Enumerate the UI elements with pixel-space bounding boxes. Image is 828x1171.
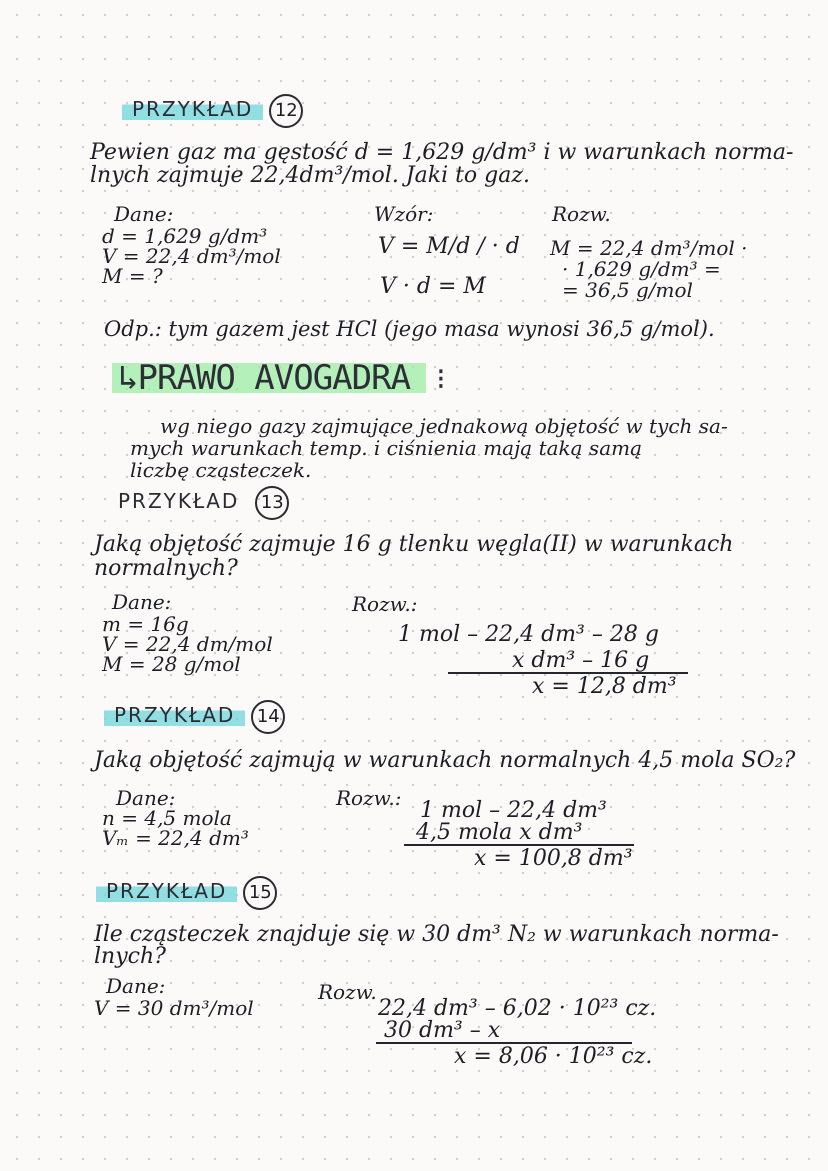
example-12-given-1: d = 1,629 g/dm³ [102,224,268,248]
example-13-given-2: V = 22,4 dm/mol [102,632,273,656]
example-number-badge: 15 [243,876,277,910]
example-12-solution-1: M = 22,4 dm³/mol · [550,236,748,260]
example-14-given-1: n = 4,5 mola [102,806,232,830]
example-12-heading [122,94,303,128]
heading-text: PRZYKŁAD [96,877,237,904]
arrow-icon: ↳ [118,358,138,398]
example-14-solution-label: Rozw.: [336,786,402,810]
law-title-text: PRAWO AVOGADRA [137,358,411,398]
example-13-solution-line-1: 1 mol – 22,4 dm³ – 28 g [398,622,659,647]
example-15-solution-line-1: 22,4 dm³ – 6,02 · 10²³ cz. [378,996,657,1021]
example-12-formula-label: Wzór: [374,202,434,226]
example-15-result: x = 8,06 · 10²³ cz. [454,1044,653,1069]
example-15-problem-line-1: Ile cząsteczek znajduje się w 30 dm³ N₂ w warunkach norma- [94,922,779,947]
law-text-line-2: mych warunkach temp. i ciśnienia mają taką samą [130,436,643,460]
example-13-given-3: M = 28 g/mol [102,652,241,676]
example-13-result: x = 12,8 dm³ [532,674,677,699]
example-13-problem-line-1: Jaką objętość zajmuje 16 g tlenku węgla(II) w warunkach [94,532,734,557]
example-14-problem: Jaką objętość zajmują w warunkach normalnych 4,5 mola SO₂? [94,748,796,773]
example-13-heading [108,486,289,520]
example-12-solution-3: = 36,5 g/mol [562,278,693,302]
example-12-formula-2: V · d = M [380,274,486,299]
example-12-problem-line-1: Pewien gaz ma gęstość d = 1,629 g/dm³ i w warunkach norma- [90,140,794,165]
example-14-heading [104,700,285,734]
dots-mark: ⁝ [436,362,446,397]
avogadro-law-title [112,358,446,398]
law-text-line-3: liczbę cząsteczek. [130,458,312,482]
example-12-given-label: Dane: [114,202,174,226]
example-14-given-label: Dane: [116,786,176,810]
example-14-given-2: Vₘ = 22,4 dm³ [102,826,249,850]
example-14-solution-line-2: 4,5 mola x dm³ [416,820,583,845]
example-15-given-label: Dane: [106,974,166,998]
example-13-given-label: Dane: [112,590,172,614]
example-15-solution-line-2: 30 dm³ – x [384,1018,501,1043]
example-13-solution-line-2: x dm³ – 16 g [512,648,650,673]
example-12-answer: Odp.: tym gazem jest HCl (jego masa wynosi 36,5 g/mol). [104,317,715,341]
example-number-badge: 12 [269,94,303,128]
example-12-given-3: M = ? [102,264,163,288]
heading-text: PRZYKŁAD [104,701,245,728]
example-12-formula-1: V = M/d / · d [378,234,520,259]
example-13-solution-label: Rozw.: [352,592,418,616]
law-title-highlight [112,358,426,398]
example-14-result: x = 100,8 dm³ [474,846,633,871]
example-15-problem-line-2: lnych? [94,944,166,969]
example-number-badge: 13 [255,486,289,520]
example-15-solution-label: Rozw. [318,980,377,1004]
heading-text: PRZYKŁAD [122,95,263,122]
heading-text: PRZYKŁAD [118,488,240,513]
example-12-solution-label: Rozw. [552,202,611,226]
example-12-given-2: V = 22,4 dm³/mol [102,244,281,268]
example-14-solution-line-1: 1 mol – 22,4 dm³ [420,798,607,823]
example-15-given-1: V = 30 dm³/mol [94,996,254,1020]
example-12-problem-line-2: lnych zajmuje 22,4dm³/mol. Jaki to gaz. [90,163,530,188]
example-number-badge: 14 [251,700,285,734]
example-13-given-1: m = 16g [102,612,189,636]
law-text-line-1: wg niego gazy zajmujące jednakową objętość w tych sa- [160,414,728,438]
example-15-heading [96,876,277,910]
example-13-problem-line-2: normalnych? [94,556,238,581]
example-12-solution-2: · 1,629 g/dm³ = [562,257,721,281]
